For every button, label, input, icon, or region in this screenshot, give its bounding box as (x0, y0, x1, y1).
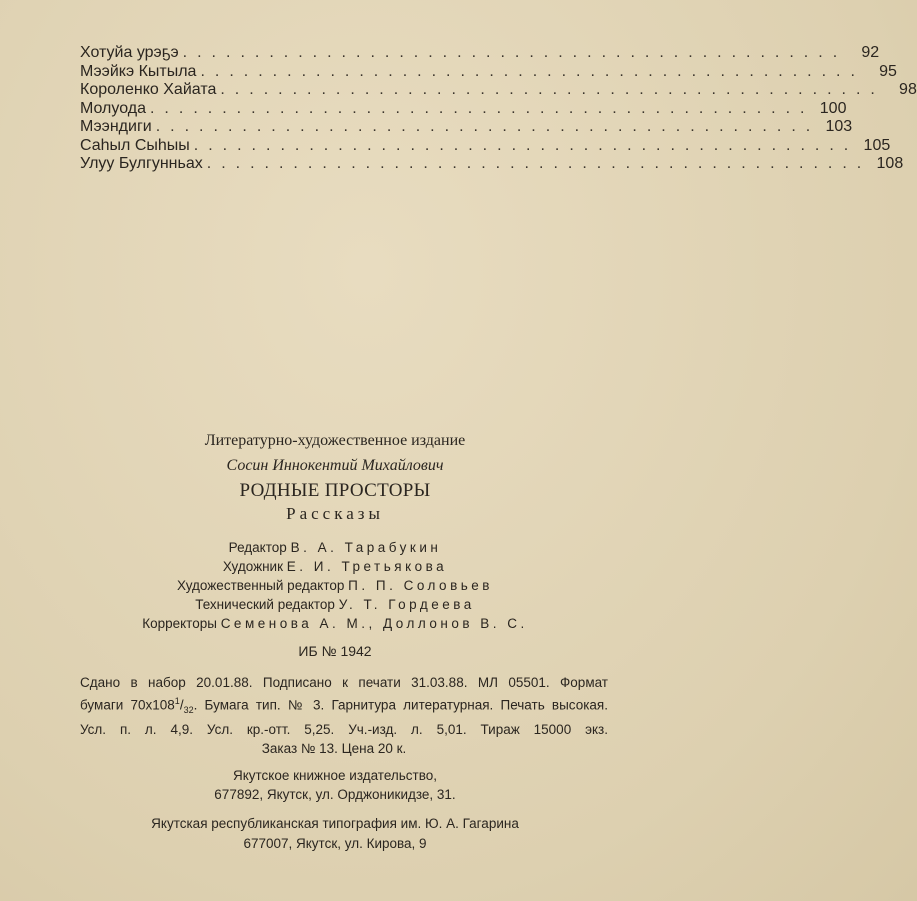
paper-format-denominator: 32 (183, 705, 194, 716)
toc-entry-title: Улуу Булгунньах (80, 155, 203, 172)
toc-entry (80, 155, 904, 174)
toc-leader-dots: .............................................. (206, 155, 872, 172)
toc-entry (80, 62, 897, 82)
print-details-line: Сдано в набор 20.01.88. Подписано к печати 31.03.88. МЛ 05501. Формат (80, 675, 608, 690)
print-details-line: Усл. п. л. 4,9. Усл. кр.-отт. 5,25. Уч.-изд. л. 5,01. Тираж 15000 экз. (80, 722, 608, 738)
toc-entry (80, 118, 853, 137)
staff-role: Корректоры (142, 616, 217, 631)
toc-entry-page: 100 (819, 99, 847, 117)
printer-name: Якутская республиканская типография им. Ю. А. Гагарина (151, 816, 519, 832)
imprint-block (60, 432, 660, 854)
print-details-line: бумаги $70x108^1/_{32}$. Бумага тип. № 3. Гарнитура литературная. Печать высокая. (80, 696, 608, 716)
toc-entry-title: Короленко Хайата (80, 81, 217, 98)
toc-entry-title: Мээндиги (80, 118, 152, 135)
paper-format-prefix: бумаги 70x108 (80, 697, 175, 713)
publisher-address: 677892, Якутск, ул. Орджоникидзе, 31. (214, 787, 456, 803)
printer-address: 677007, Якутск, ул. Кирова, 9 (243, 836, 427, 852)
staff-role: Технический редактор (195, 597, 335, 612)
toc-entry-title: Мээйкэ Кытыла (80, 62, 197, 80)
toc-entry-page: 98 (899, 81, 917, 98)
toc-entry (80, 99, 847, 119)
toc-entry (80, 136, 891, 156)
staff-credit (35, 614, 635, 633)
toc-entry (80, 44, 880, 63)
ib-number: ИБ № 1942 (298, 643, 372, 659)
staff-role: Редактор (228, 540, 287, 555)
book-subtitle: Рассказы (286, 504, 384, 523)
toc-entry-page: 103 (825, 118, 853, 135)
toc-entry-page: 108 (876, 155, 904, 172)
toc-leader-dots: .............................................. (200, 62, 865, 80)
paper-format-numerator: 1 (174, 696, 180, 706)
print-details (80, 673, 608, 758)
table-of-contents (80, 44, 917, 174)
publisher-name: Якутское книжное издательство, (232, 768, 438, 784)
edition-genre: Литературно-художественное издание (204, 432, 466, 449)
toc-leader-dots: .............................................. (220, 81, 885, 98)
staff-name: Е. И. Третьякова (286, 559, 448, 574)
paper-format-suffix: . Бумага тип. № 3. Гарнитура литературная. Печать высокая. (193, 697, 608, 713)
author-name: Сосин Иннокентий Михайлович (226, 457, 444, 474)
toc-leader-dots: .............................................. (149, 99, 815, 117)
toc-entry-title: Хотуйа урэҕэ (80, 44, 179, 61)
printer-info (35, 814, 635, 854)
toc-entry-page: 92 (861, 44, 880, 61)
staff-name: Семенова А. М., Доллонов В. С. (220, 616, 528, 631)
staff-role: Художник (222, 559, 284, 574)
staff-credit (35, 595, 635, 614)
toc-entry (80, 81, 917, 100)
toc-entry-page: 95 (879, 62, 897, 80)
book-title: РОДНЫЕ ПРОСТОРЫ (239, 480, 431, 501)
staff-name: У. Т. Гордеева (338, 597, 475, 612)
order-price-line: Заказ № 13. Цена 20 к. (261, 741, 407, 757)
toc-leader-dots: .............................................. (193, 136, 859, 154)
toc-leader-dots: .............................................. (182, 44, 848, 61)
toc-entry-title: Саһыл Сыһыы (80, 136, 190, 154)
staff-credit (35, 557, 635, 576)
staff-role: Художественный редактор (177, 578, 345, 593)
toc-entry-page: 105 (863, 136, 891, 154)
staff-name: П. П. Соловьев (348, 578, 493, 593)
staff-credit (35, 538, 635, 557)
publisher-info (35, 766, 635, 804)
staff-credits (35, 538, 635, 633)
staff-credit (35, 576, 635, 595)
toc-leader-dots: .............................................. (155, 118, 821, 135)
toc-entry-title: Молуода (80, 99, 146, 117)
staff-name: В. А. Тарабукин (290, 540, 442, 555)
